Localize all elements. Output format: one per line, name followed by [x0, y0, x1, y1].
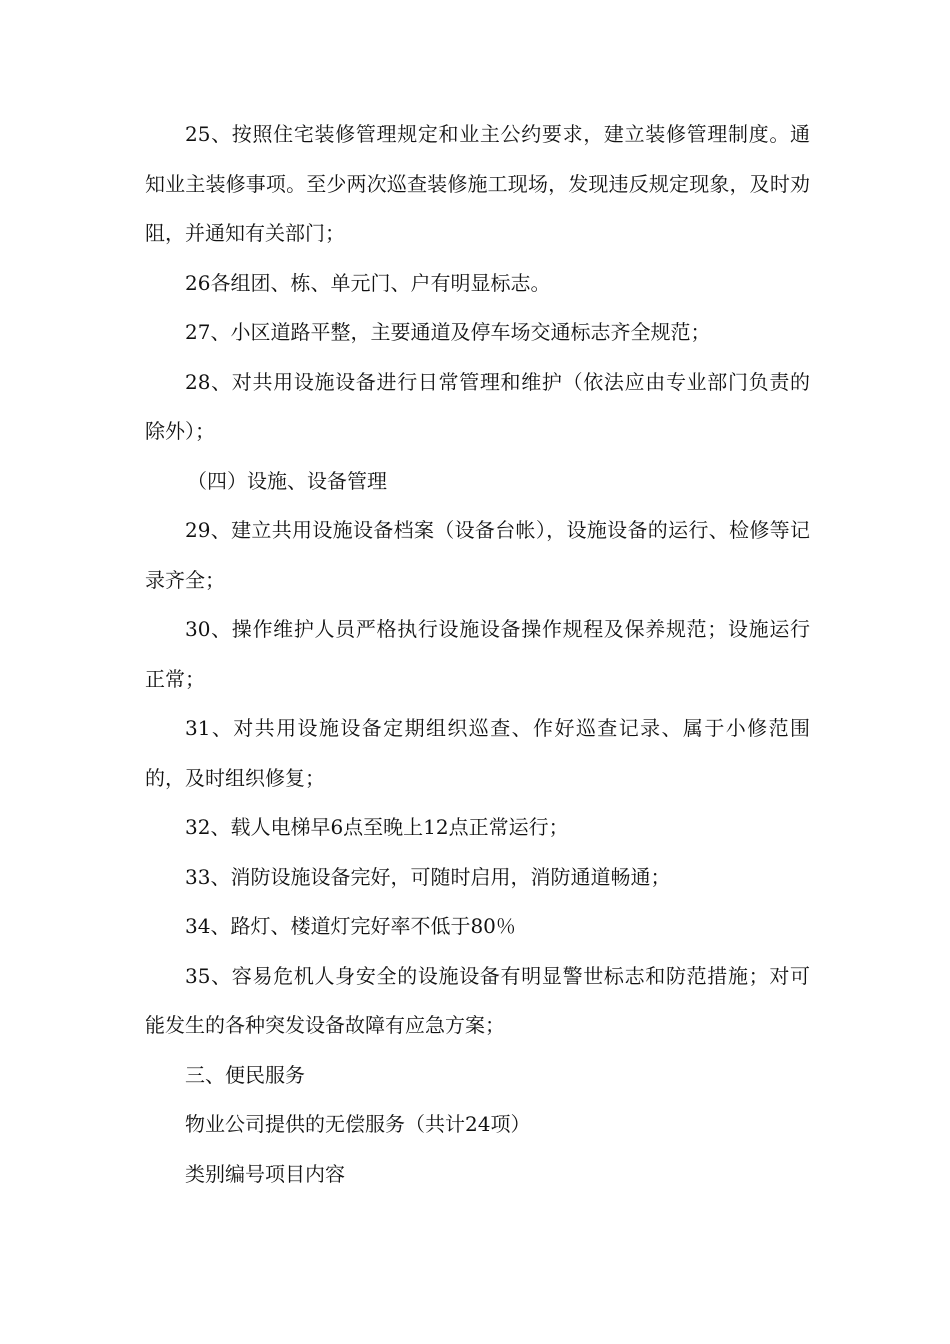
paragraph-item-32: 32、载人电梯早6点至晚上12点正常运行；	[185, 815, 569, 839]
paragraph-item-28: 28、对共用设施设备进行日常管理和维护（依法应由专业部门负责的除外）；	[145, 369, 810, 443]
paragraph-item-26: 26各组团、栋、单元门、户有明显标志。	[185, 270, 551, 295]
paragraph-item-31: 31、对共用设施设备定期组织巡查、作好巡查记录、属于小修范围的，及时组织修复；	[145, 716, 810, 790]
paragraph-item-29: 29、建立共用设施设备档案（设备台帐），设施设备的运行、检修等记录齐全；	[145, 518, 810, 592]
free-services-intro: 物业公司提供的无偿服务（共计24项）	[185, 1112, 531, 1136]
paragraph-item-30: 30、操作维护人员严格执行设施设备操作规程及保养规范；设施运行正常；	[145, 617, 810, 691]
paragraph-item-27: 27、小区道路平整，主要通道及停车场交通标志齐全规范；	[185, 320, 711, 344]
document-body	[145, 110, 810, 1199]
section-heading-convenience-services: 三、便民服务	[185, 1062, 305, 1087]
paragraph-item-35: 35、容易危机人身安全的设施设备有明显警世标志和防范措施；对可能发生的各种突发设备故障有应急方案；	[145, 963, 810, 1037]
table-header-line: 类别编号项目内容	[185, 1161, 345, 1186]
paragraph-item-33: 33、消防设施设备完好，可随时启用，消防通道畅通；	[185, 864, 671, 889]
paragraph-item-25: 25、按照住宅装修管理规定和业主公约要求，建立装修管理制度。通知业主装修事项。至少两次巡查装修施工现场，发现违反规定现象，及时劝阻，并通知有关部门；	[145, 122, 810, 245]
section-heading-facilities: （四）设施、设备管理	[187, 468, 387, 493]
paragraph-item-34: 34、路灯、楼道灯完好率不低于80％	[185, 914, 516, 938]
